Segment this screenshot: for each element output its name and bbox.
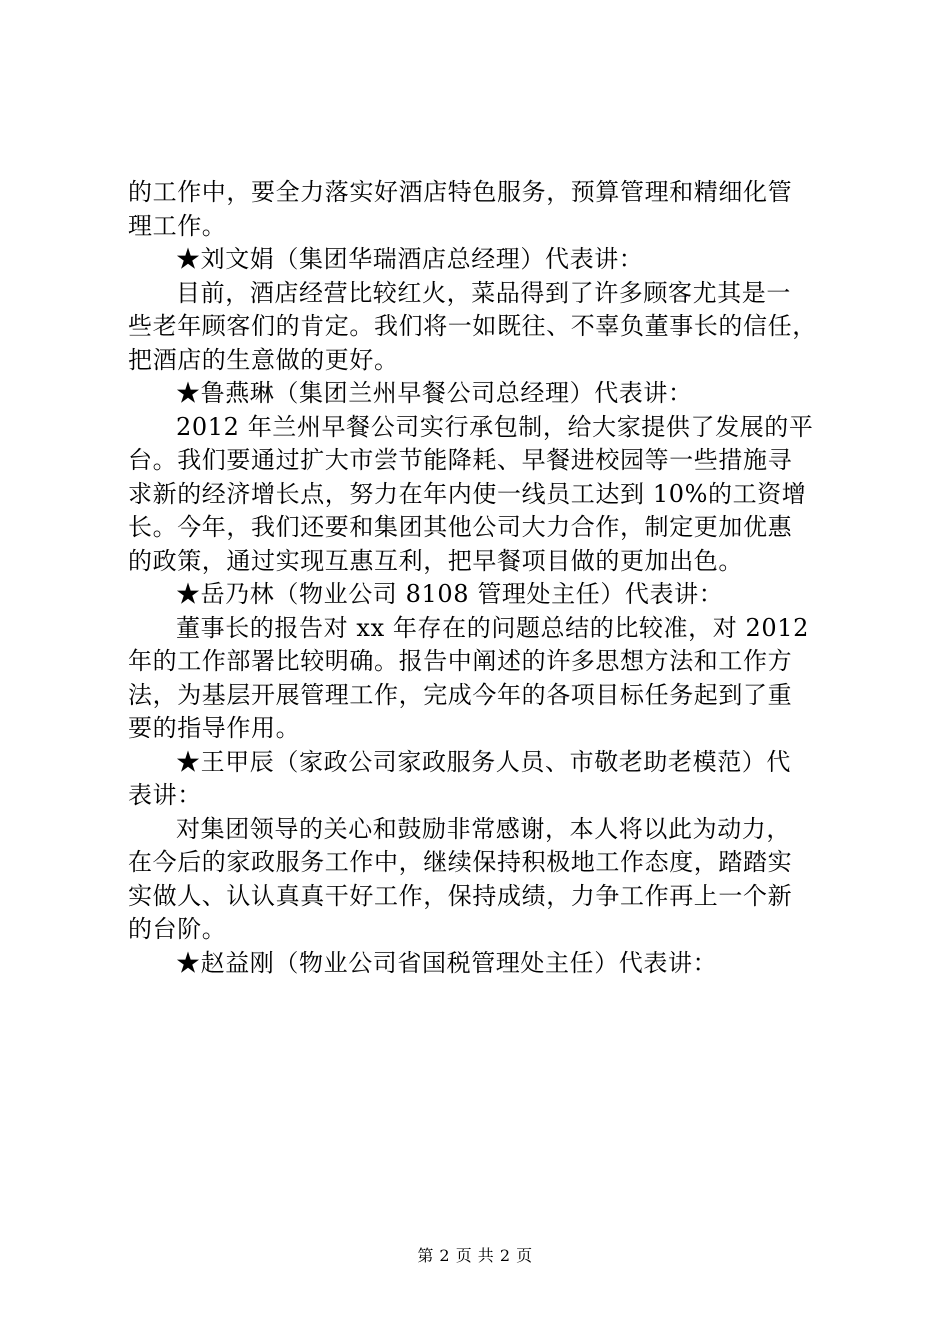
speaker-heading: ★鲁燕琳（集团兰州早餐公司总经理）代表讲： xyxy=(176,379,693,407)
text-line: 年的工作部署比较明确。报告中阐述的许多思想方法和工作方 xyxy=(128,647,793,675)
speaker-heading: ★王甲辰（家政公司家政服务人员、市敬老助老模范）代 xyxy=(176,747,791,776)
text-line: 表讲： xyxy=(128,781,202,809)
text-line: 把酒店的生意做的更好。 xyxy=(128,345,399,374)
text-line: 对集团领导的关心和鼓励非常感谢，本人将以此为动力， xyxy=(176,814,791,843)
text-line: 台。我们要通过扩大市尝节能降耗、早餐进校园等一些措施寻 xyxy=(128,446,793,474)
document-body xyxy=(128,176,833,980)
text-line: 的台阶。 xyxy=(128,915,227,943)
text-line: 要的指导作用。 xyxy=(128,714,301,742)
text-line: 法，为基层开展管理工作，完成今年的各项目标任务起到了重 xyxy=(128,680,793,709)
page-number-label: 第 2 页 共 2 页 xyxy=(417,1246,533,1265)
speaker-heading: ★岳乃林（物业公司 8108 管理处主任）代表讲： xyxy=(176,580,724,608)
page-footer xyxy=(0,1243,950,1266)
speaker-heading: ★刘文娟（集团华瑞酒店总经理）代表讲： xyxy=(176,245,644,273)
text-line: 的政策，通过实现互惠互利，把早餐项目做的更加出色。 xyxy=(128,546,743,575)
text-line: 2012 年兰州早餐公司实行承包制，给大家提供了发展的平 xyxy=(176,412,814,441)
text-line: 目前，酒店经营比较红火，菜品得到了许多顾客尤其是一 xyxy=(176,278,791,307)
text-line: 的工作中，要全力落实好酒店特色服务，预算管理和精细化管 xyxy=(128,178,793,206)
speaker-heading: ★赵益刚（物业公司省国税管理处主任）代表讲： xyxy=(176,948,718,977)
text-line: 长。今年，我们还要和集团其他公司大力合作，制定更加优惠 xyxy=(128,513,793,541)
text-line: 理工作。 xyxy=(128,211,227,240)
text-line: 些老年顾客们的肯定。我们将一如既往、不辜负董事长的信任， xyxy=(128,312,817,340)
text-line: 实做人、认认真真干好工作，保持成绩，力争工作再上一个新 xyxy=(128,881,793,910)
text-line: 在今后的家政服务工作中，继续保持积极地工作态度，踏踏实 xyxy=(128,848,793,876)
text-line: 求新的经济增长点，努力在年内使一线员工达到 10%的工资增 xyxy=(128,479,807,508)
text-line: 董事长的报告对 xx 年存在的问题总结的比较准，对 2012 xyxy=(176,613,810,642)
